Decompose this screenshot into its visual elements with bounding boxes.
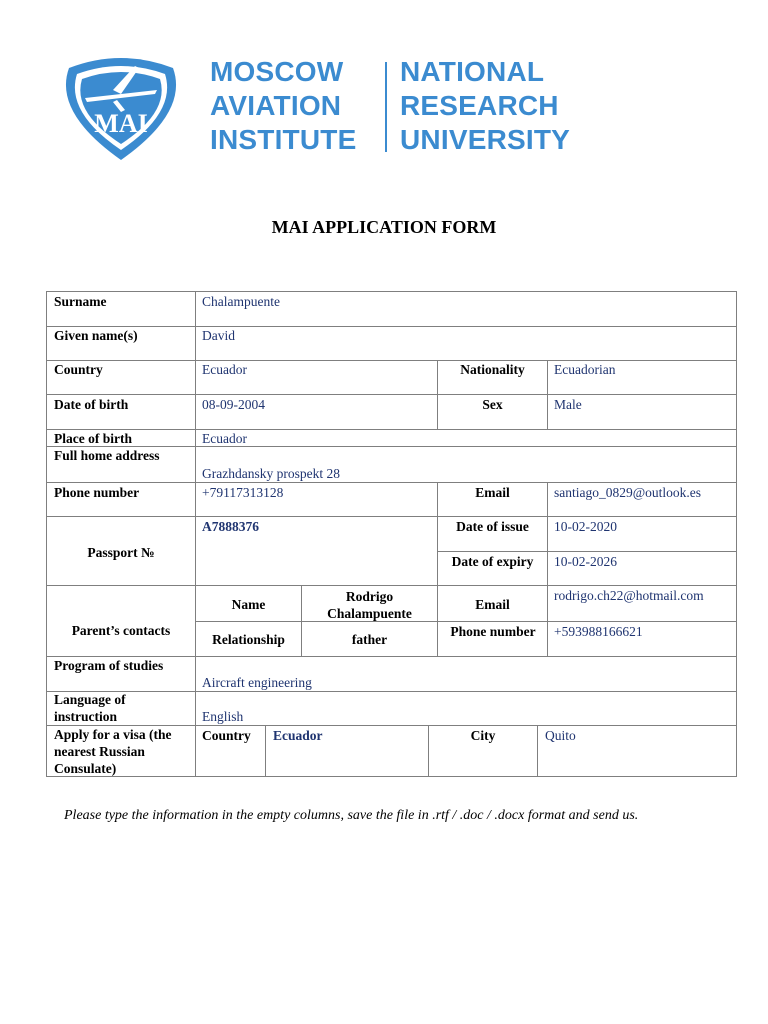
brand-name-right: NATIONAL RESEARCH UNIVERSITY <box>400 56 571 155</box>
date-expiry-label: Date of expiry <box>451 554 534 569</box>
sex-field[interactable]: Male <box>554 397 582 412</box>
visa-city-field[interactable]: Quito <box>545 728 576 743</box>
country-field[interactable]: Ecuador <box>202 362 247 377</box>
visa-label: Apply for a visa (the nearest Russian Consulate) <box>54 727 172 776</box>
home-address-field[interactable]: Grazhdansky prospekt 28 <box>202 466 340 481</box>
parents-label: Parent’s contacts <box>71 623 171 638</box>
date-issue-field[interactable]: 10-02-2020 <box>554 519 617 534</box>
nationality-label: Nationality <box>460 362 525 377</box>
parent-name-field[interactable]: Rodrigo Chalampuente <box>327 589 412 621</box>
email-label: Email <box>475 485 510 500</box>
language-field[interactable]: English <box>202 709 244 724</box>
visa-city-label: City <box>470 728 496 743</box>
form-title: MAI APPLICATION FORM <box>271 217 497 237</box>
parent-phone-label: Phone number <box>450 624 536 639</box>
surname-field[interactable]: Chalampuente <box>202 294 280 309</box>
date-expiry-field[interactable]: 10-02-2026 <box>554 554 617 569</box>
country-label: Country <box>54 362 103 377</box>
email-field[interactable]: santiago_0829@outlook.es <box>554 485 702 500</box>
parent-email-field[interactable]: rodrigo.ch22@hotmail.com <box>554 588 704 603</box>
passport-field[interactable]: A7888376 <box>202 519 259 534</box>
place-of-birth-field[interactable]: Ecuador <box>202 431 247 446</box>
visa-country-label: Country <box>202 728 251 743</box>
home-address-label: Full home address <box>54 448 160 463</box>
visa-country-field[interactable]: Ecuador <box>273 728 323 743</box>
relationship-label: Relationship <box>212 632 285 647</box>
date-issue-label: Date of issue <box>456 519 529 534</box>
phone-label: Phone number <box>54 485 140 500</box>
surname-label: Surname <box>54 294 107 309</box>
nationality-field[interactable]: Ecuadorian <box>554 362 616 377</box>
sex-label: Sex <box>482 397 503 412</box>
brand-name-left: MOSCOW AVIATION INSTITUTE <box>210 56 357 155</box>
dob-label: Date of birth <box>54 397 129 412</box>
instruction-note: Please type the information in the empty columns, save the file in .rtf / .doc / .docx format and send us. <box>64 808 639 823</box>
relationship-field[interactable]: father <box>351 632 388 647</box>
program-label: Program of studies <box>54 658 164 673</box>
passport-label: Passport № <box>87 545 155 560</box>
parent-email-label: Email <box>475 597 510 612</box>
dob-field[interactable]: 08-09-2004 <box>202 397 265 412</box>
place-of-birth-label: Place of birth <box>54 431 132 446</box>
parent-name-label: Name <box>231 597 266 612</box>
phone-field[interactable]: +79117313128 <box>202 485 284 500</box>
logo-lettering: MAI <box>94 109 148 138</box>
language-label: Language of instruction <box>54 692 126 724</box>
given-names-label: Given name(s) <box>54 328 138 343</box>
parent-phone-field[interactable]: +593988166621 <box>554 624 643 639</box>
given-names-field[interactable]: David <box>202 328 235 343</box>
program-field[interactable]: Aircraft engineering <box>202 675 312 690</box>
